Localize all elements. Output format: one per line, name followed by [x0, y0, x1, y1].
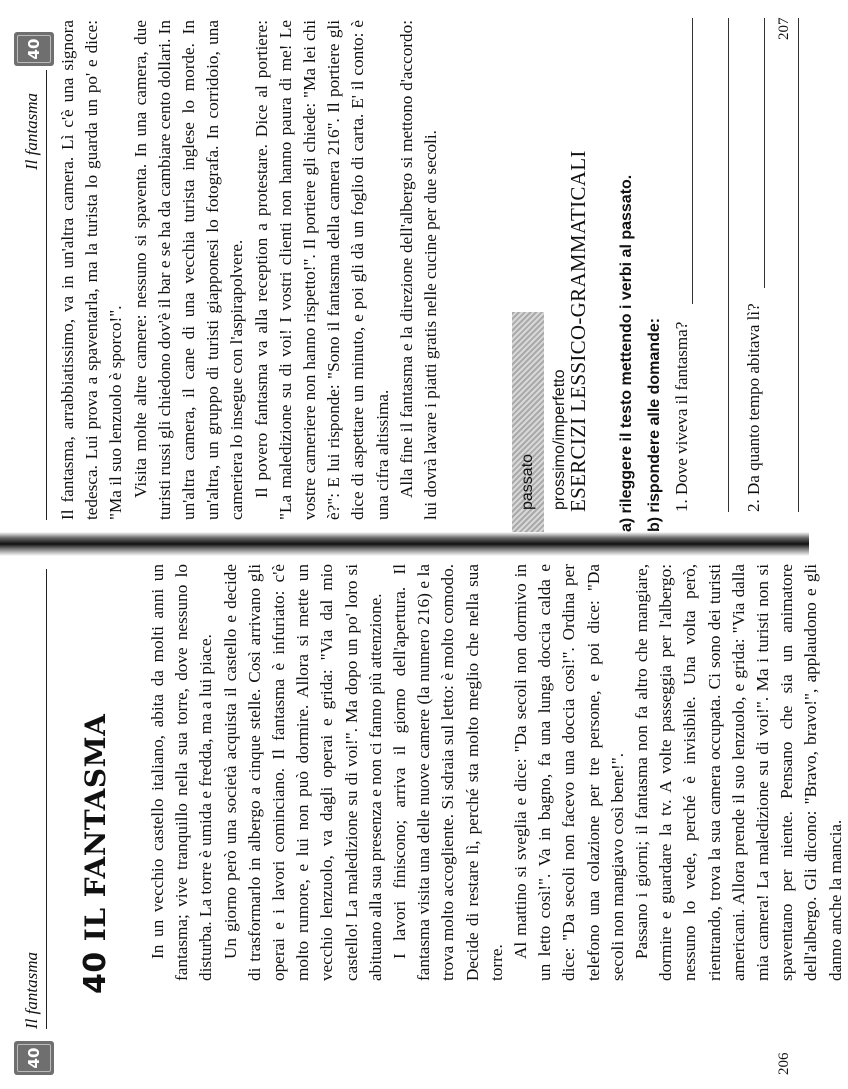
- page-number: 206: [776, 1052, 792, 1075]
- left-page: [0, 554, 845, 1089]
- answer-line[interactable]: [692, 18, 693, 304]
- paragraph: Il fantasma, arrabbiatissimo, va in un'altra camera. Lì c'è una signora tedesca. Lui prova a spaventarla, ma la turista lo guarda un po' e dice: "Ma il suo lenzuolo è sporco!".: [58, 20, 126, 520]
- paragraph: Visita molte altre camere: nessuno si spaventa. In una camera, due turisti russi gli chiedono dov'è il bar e se ha da cambiare cento dollari. In un'altra camera, il cane di una vecchia turista inglese lo morde. In un'altra, un gruppo di turisti giapponesi lo fotografa. In corridoio, una cameriera lo insegue con l'aspirapolvere.: [130, 20, 247, 520]
- chapter-tab: 40: [14, 32, 54, 66]
- chapter-title: [78, 714, 113, 994]
- story-text-right: [56, 20, 443, 520]
- exercise-b-text: rispondere alle domande:: [646, 317, 663, 513]
- exercise-a-letter: a): [618, 517, 635, 532]
- page-number: 207: [776, 17, 792, 40]
- right-page: [0, 0, 809, 534]
- exercise-a-text: rileggere il testo mettendo i verbi al passato.: [618, 174, 635, 514]
- question-2: 2. Da quanto tempo abitava lì?: [744, 303, 763, 512]
- grammar-band: [512, 312, 568, 532]
- book-gutter: [0, 532, 809, 556]
- head-rule: [46, 569, 47, 1029]
- paragraph: Passano i giorni; il fantasma non fa altro che mangiare, dormire e guardare la tv. A volte passeggia per l'albergo: nessuno lo vede, perché è invisibile. Una volta però, rientrando, trova la sua camera occupata. Ci sono dei turisti americani. Allora prende il suo lenzuolo, e grida: "Via dalla mia camera! La maledizione su di voi!". Ma i turisti non si spaventano per niente. Pensano che sia un animatore dell'albergo. Gli dicono: "Bravo, bravo!", applaudono e gli danno anche la mancia.: [632, 564, 845, 981]
- chapter-title-text: IL FANTASMA: [79, 713, 112, 942]
- grammar-band-label: passato prossimo/imperfetto: [519, 369, 568, 510]
- head-rule: [46, 70, 47, 520]
- answer-line[interactable]: [798, 18, 799, 512]
- paragraph: Alla fine il fantasma e la direzione dell'albergo si mettono d'accordo: lui dovrà lavare i piatti gratis nelle cucine per due secoli.: [396, 20, 441, 520]
- exercise-b: [644, 318, 664, 532]
- paragraph: Un giorno però una società acquista il castello e decide di trasformarlo in albergo a cinque stelle. Così arrivano gli operai e i lavori cominciano. Il fantasma è infuriato: c'è molto rumore, e lui non può dormire. Allora si mette un vecchio lenzuolo, va dagli operai e grida: "Via dal mio castello! La maledizione su di voi!". Ma dopo un po' loro si abituano alla sua presenza e non ci fanno più attenzione.: [220, 564, 385, 981]
- exercises-title: ESERCIZI LESSICO-GRAMMATICALI: [566, 150, 590, 512]
- paragraph: Al mattino si sveglia e dice: "Da secoli non dormivo in un letto così!". Va in bagno, fa una lunga doccia calda e dice: "Da secoli non facevo una doccia così!". Ordina per telefono una colazione per tre persone, e poi dice: "Da secoli non mangiavo così bene!".: [511, 564, 627, 981]
- answer-line[interactable]: [728, 18, 729, 512]
- exercise-a: [616, 175, 636, 532]
- running-head: Il fantasma: [22, 93, 41, 170]
- story-text-left: [146, 564, 848, 981]
- paragraph: I lavori finiscono; arriva il giorno dell'apertura. Il fantasma visita una delle nuove camere (la numero 216) e la trova molto accogliente. Si sdraia sul letto: è molto comodo. Decide di restare lì, perché sta molto meglio che nella sua torre.: [390, 564, 506, 981]
- paragraph: In un vecchio castello italiano, abita da molti anni un fantasma; vive tranquillo nella sua torre, dove nessuno lo disturba. La torre è umida e fredda, ma a lui piace.: [148, 564, 216, 981]
- chapter-number: 40: [78, 951, 113, 994]
- paragraph: Il povero fantasma va alla reception a protestare. Dice al portiere: "La maledizione su di voi! I vostri clienti non hanno paura di me! Le vostre cameriere non hanno rispetto!". Il portiere gli chiede: "Ma lei chi è?": E lui risponde: "Sono il fantasma della camera 216". Il portiere gli dice di aspettare un minuto, e poi gli dà un foglio di carta. E' il conto: è una cifra altissima.: [251, 20, 392, 520]
- answer-line[interactable]: [764, 18, 765, 288]
- running-head: Il fantasma: [22, 952, 41, 1029]
- question-1: 1. Dove viveva il fantasma?: [672, 321, 691, 512]
- chapter-tab: 40: [14, 1041, 54, 1075]
- exercise-b-letter: b): [646, 516, 663, 532]
